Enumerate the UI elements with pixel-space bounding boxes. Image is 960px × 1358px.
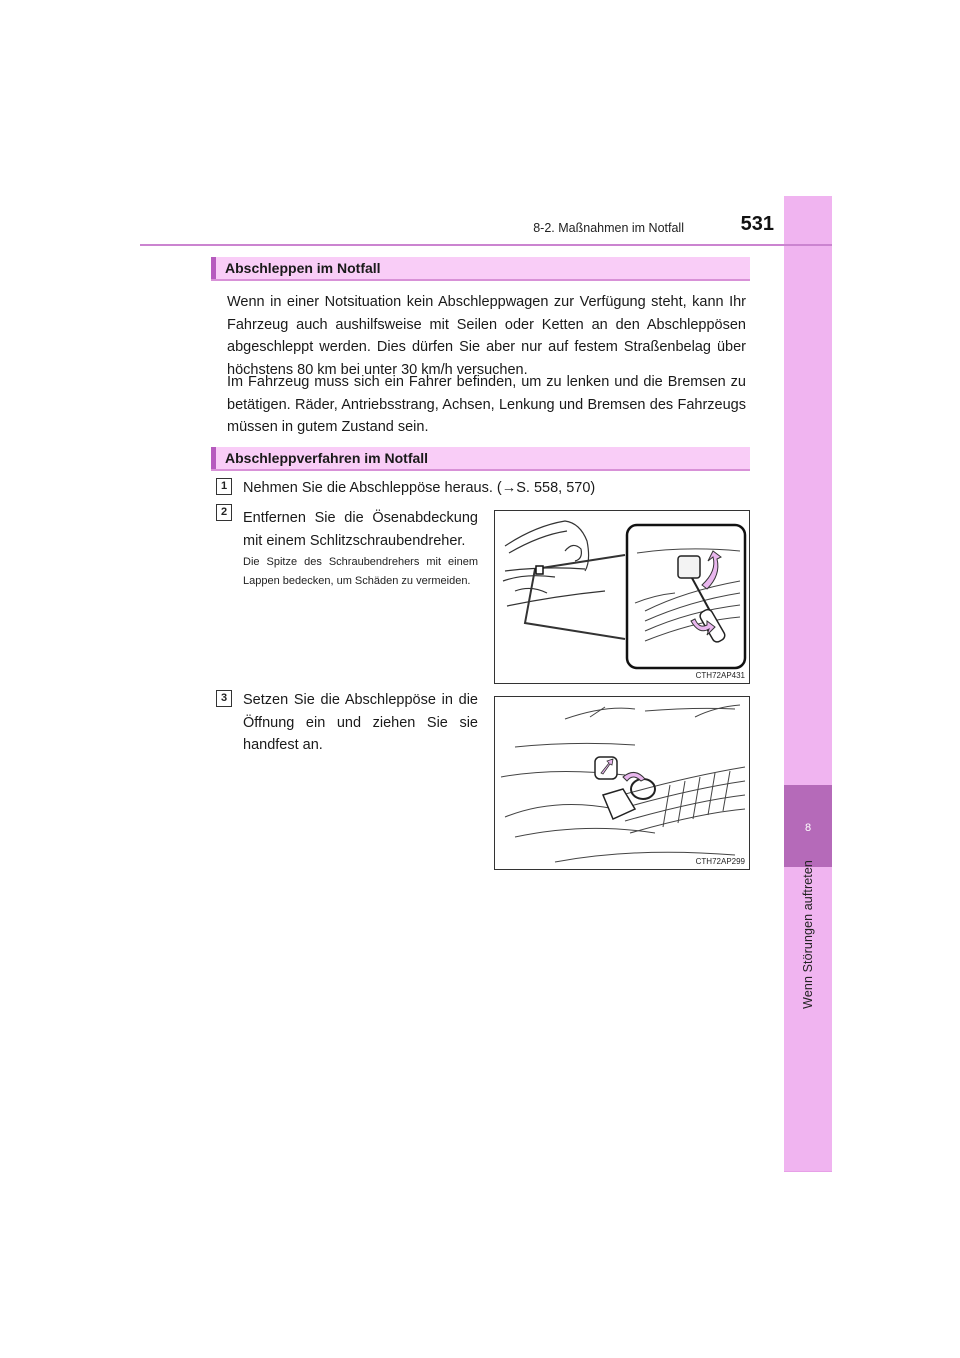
figure-remove-eyelet-cover	[494, 510, 750, 684]
heading-accent	[211, 447, 216, 469]
step-1-text: Nehmen Sie die Abschleppöse heraus. (→S. 558, 570)	[243, 480, 596, 496]
towing-paragraph-1: Wenn in einer Notsituation kein Abschleppwagen zur Verfügung steht, kann Ihr Fahrzeug auch aushilfsweise mit Seilen oder Ketten an den Abschleppösen abgeschleppt werden. Dies dürfen Sie aber nur auf festem Straßenbelag über höchstens 80 km bei unter 30 km/h versuchen.	[227, 294, 746, 378]
eyelet-cover-icon	[678, 556, 700, 578]
figure-install-eyelet	[494, 696, 750, 870]
illustration-install-eyelet	[495, 697, 750, 870]
section-heading-label: Abschleppen im Notfall	[225, 260, 381, 276]
rotate-arrow-icon	[623, 772, 645, 781]
towing-paragraph-2: Im Fahrzeug muss sich ein Fahrer befinden, um zu lenken und die Bremsen zu betätigen. Räder, Antriebsstrang, Achsen, Lenkung und Bremsen des Fahrzeugs müssen in gutem Zustand sein.	[227, 374, 746, 436]
step-3-text: Setzen Sie die Abschleppöse in die Öffnung ein und ziehen Sie sie handfest an.	[243, 692, 478, 754]
header-rule	[140, 244, 832, 246]
figure-code: CTH72AP431	[695, 671, 745, 680]
chapter-title	[770, 860, 846, 1010]
chapter-tab-strip	[784, 196, 832, 1171]
eyelet-cover-mark	[536, 566, 543, 574]
step-2-note: Die Spitze des Schraubendrehers mit einem Lappen bedecken, um Schäden zu vermeiden.	[243, 556, 478, 587]
section-heading-label: Abschleppverfahren im Notfall	[225, 450, 429, 466]
section-heading-procedure	[211, 447, 750, 471]
figure-code: CTH72AP299	[695, 857, 745, 866]
eyelet-cover-icon	[603, 789, 635, 819]
illustration-remove-cover	[495, 511, 750, 684]
running-header-section: 8-2. Maßnahmen im Notfall	[533, 221, 684, 235]
page-number: 531	[740, 213, 774, 235]
step-3-badge: 3	[216, 690, 232, 707]
step-2-badge: 2	[216, 504, 232, 521]
heading-accent	[211, 257, 216, 279]
chapter-number: 8	[804, 822, 812, 834]
detail-callout-frame	[627, 525, 745, 668]
chapter-tab-bottom-line	[784, 1171, 832, 1172]
step-1-badge: 1	[216, 478, 232, 495]
chapter-title-text: Wenn Störungen auftreten	[801, 860, 815, 1009]
step-2-text: Entfernen Sie die Ösenabdeckung mit einem Schlitzschraubendreher.	[243, 510, 478, 549]
section-heading-towing	[211, 257, 750, 281]
